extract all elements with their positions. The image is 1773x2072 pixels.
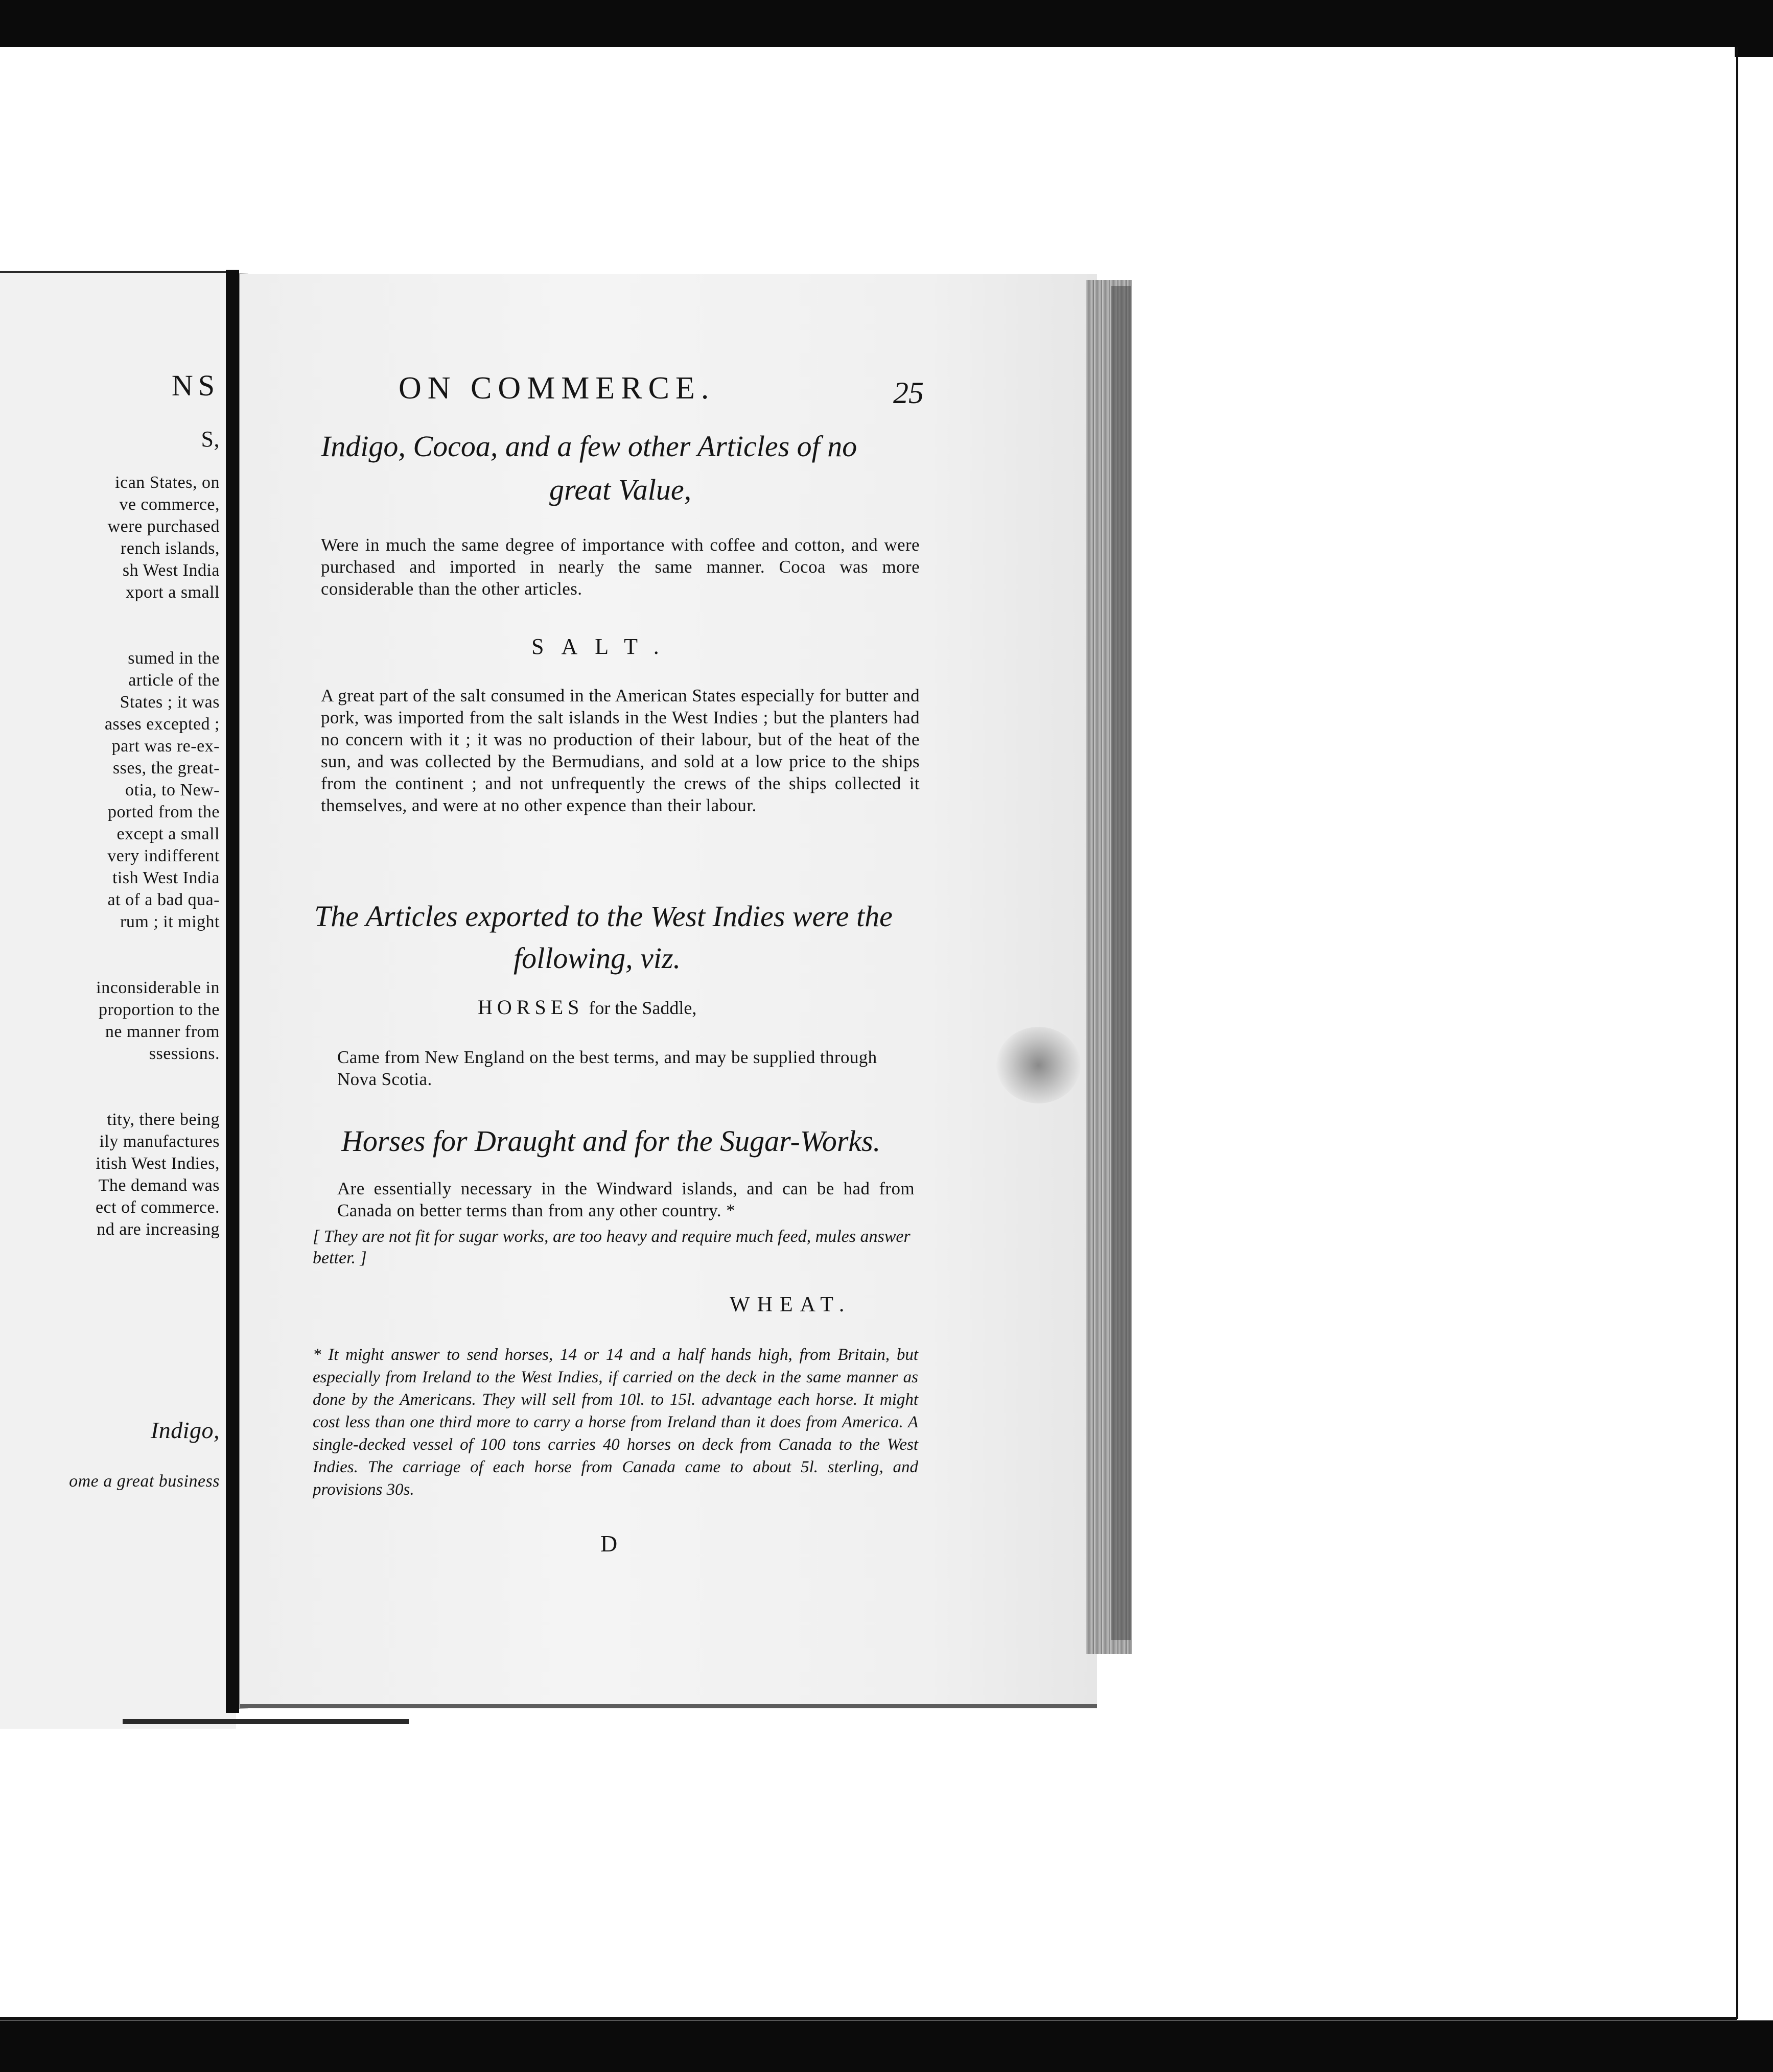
- left-text-line: were purchased: [107, 517, 220, 536]
- paragraph-salt: A great part of the salt consumed in the American States especially for butter and pork, was imported from the salt islands in the West Indies ; but the planters had no concern with it ; it was no production of their labour, but of the heat of the sun, and was collected by the Bermudians, and sold at a low price to the ships from the continent ; and not unfrequently the crews of the ships collected it themselves, and were at no other expence than their labour.: [321, 686, 920, 815]
- ink-smudge: [996, 1027, 1081, 1103]
- left-footnote-fragment: ome a great business: [69, 1472, 220, 1491]
- left-text-line: ily manufactures: [99, 1132, 220, 1151]
- scan-border-right: [1736, 47, 1738, 2019]
- signature-mark: D: [600, 1531, 618, 1557]
- left-text-line: xport a small: [125, 583, 220, 602]
- left-text-line: ect of commerce.: [95, 1198, 220, 1217]
- left-text-line: ican States, on: [115, 473, 220, 492]
- paragraph-horses-saddle: Came from New England on the best terms, and may be supplied through Nova Scotia.: [337, 1047, 877, 1089]
- left-text-line: sses, the great-: [112, 759, 220, 778]
- left-catchword: Indigo,: [150, 1417, 220, 1443]
- running-head: ON COMMERCE.: [399, 371, 715, 406]
- left-text-line: sumed in the: [128, 649, 220, 668]
- paragraph-draught-horses: Are essentially necessary in the Windward islands, and can be had from Canada on better terms than from any other country. *: [337, 1179, 915, 1220]
- heading-draught-horses: Horses for Draught and for the Sugar-Works.: [341, 1124, 881, 1158]
- scan-border-bottom: [0, 2020, 1773, 2072]
- left-text-line: at of a bad qua-: [107, 890, 220, 909]
- left-text-line: inconsiderable in: [96, 978, 220, 997]
- left-text-line: ve commerce,: [119, 495, 220, 514]
- scan-border-top: [0, 0, 1773, 47]
- left-text-line: nd are increasing: [97, 1220, 220, 1239]
- bracket-note: [ They are not fit for sugar works, are too heavy and require much feed, mules answer better. ]: [313, 1227, 911, 1267]
- left-text-line: rum ; it might: [120, 912, 220, 931]
- scan-border-bottom-line: [0, 2017, 1737, 2020]
- page-number: 25: [893, 376, 924, 410]
- section-wheat: WHEAT.: [730, 1293, 852, 1316]
- left-text-line: part was re-ex-: [111, 737, 220, 756]
- horses-caps: HORSES: [478, 996, 584, 1019]
- section-salt: SALT.: [531, 634, 676, 659]
- left-subheader: S,: [201, 427, 220, 452]
- subheading-horses: [478, 995, 696, 1019]
- left-text-line: article of the: [128, 671, 220, 690]
- left-running-head: NS: [171, 369, 220, 402]
- left-text-line: rench islands,: [121, 539, 220, 558]
- left-text-line: sh West India: [122, 561, 220, 580]
- heading-exports-line2: following, viz.: [514, 941, 681, 975]
- left-text-line: tity, there being: [107, 1110, 220, 1129]
- left-text-line: ne manner from: [105, 1022, 220, 1041]
- heading-indigo-line1: Indigo, Cocoa, and a few other Articles of no: [321, 430, 857, 463]
- left-text-line: proportion to the: [98, 1000, 220, 1019]
- left-text-line: itish West Indies,: [96, 1154, 220, 1173]
- left-text-line: States ; it was: [120, 693, 220, 712]
- left-text-line: very indifferent: [107, 846, 220, 865]
- scan-border-notch: [1735, 47, 1773, 57]
- left-text-line: tish West India: [112, 868, 220, 887]
- left-text-line: ported from the: [108, 803, 220, 821]
- heading-exports-line1: The Articles exported to the West Indies were the: [314, 900, 893, 933]
- paragraph-indigo: Were in much the same degree of importance with coffee and cotton, and were purchased and imported in nearly the same manner. Cocoa was more considerable than the other articles.: [321, 535, 920, 599]
- left-text-line: except a small: [116, 825, 220, 843]
- heading-indigo-line2: great Value,: [549, 473, 692, 506]
- left-text-line: asses excepted ;: [104, 715, 220, 734]
- left-text-line: ssessions.: [149, 1044, 220, 1063]
- left-page: [0, 271, 236, 1729]
- book-gutter: [226, 270, 239, 1713]
- page-bottom-strip: [123, 1719, 409, 1724]
- page-edges-shadow: [1111, 286, 1131, 1640]
- horses-rest: for the Saddle,: [589, 998, 697, 1018]
- left-text-line: otia, to New-: [125, 781, 220, 799]
- footnote: * It might answer to send horses, 14 or 14 and a half hands high, from Britain, but especially from Ireland to the West Indies, if carried on the deck in the same manner as done by the Americans. They will sell from 10l. to 15l. advantage each horse. It might cost less than one third more to carry a horse from Ireland than it does from America. A single-decked vessel of 100 tons carries 40 horses on deck from Canada to the West Indies. The carriage of each horse from Canada came to about 5l. sterling, and provisions 30s.: [313, 1346, 918, 1499]
- left-text-line: The demand was: [98, 1176, 220, 1195]
